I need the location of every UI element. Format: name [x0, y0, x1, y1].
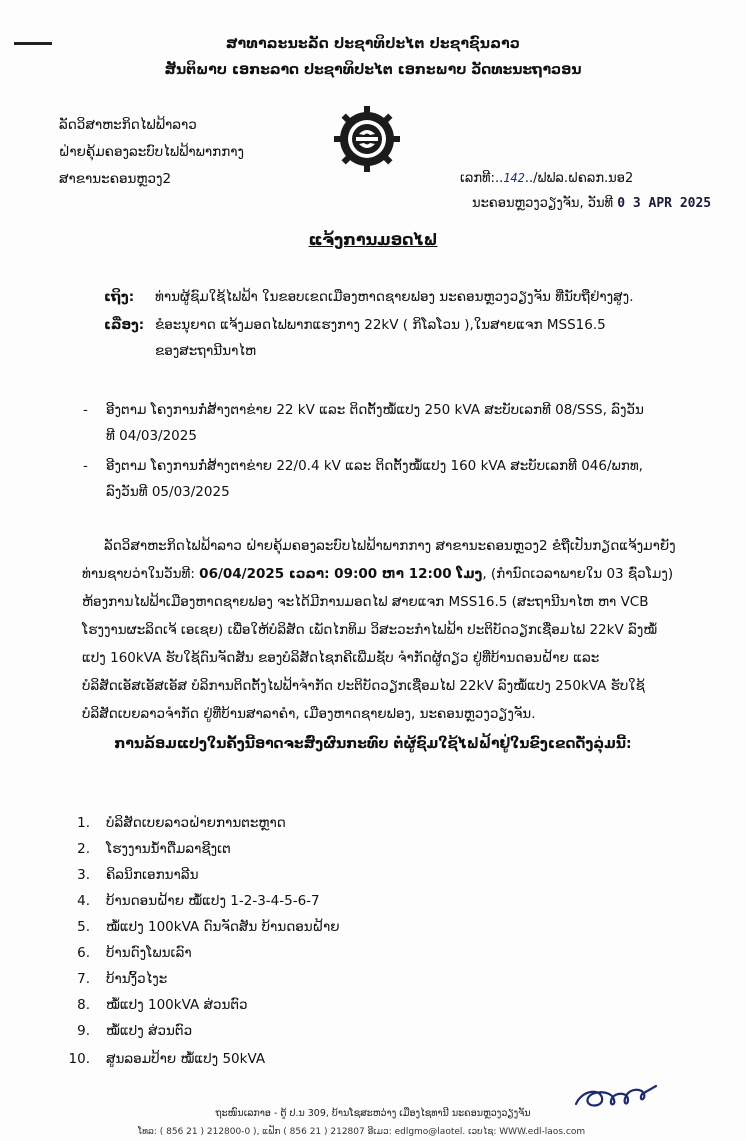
edl-gear-logo-icon: [332, 104, 402, 174]
national-heading-line1: ສາທາລະນະລັດ ປະຊາທິປະໄຕ ປະຊາຊົນລາວ: [225, 36, 521, 52]
list-item: ບ້ານດອນຝ້າຍ ໝໍ້ແປງ 1-2-3-4-5-6-7: [106, 893, 320, 909]
body-line4: ໂຮງງານຜະລິດເຈ້ ເອເຊຍ) ເພື່ອໃຫ້ບໍລິສັດ ເພັດໄກທິມ ວິສະວະກຳໄຟຟ້າ ປະຕິບັດວຽກເຊື່ອມໄຟ 22kV ລົງໝໍ້: [82, 622, 658, 638]
reference-item-1-line2: ທີ 04/03/2025: [106, 428, 197, 444]
list-item: ບໍລິສັດເບຍລາວຝ່າຍການຕະຫຼາດ: [106, 815, 286, 831]
body-line1: ລັດວິສາຫະກິດໄຟຟ້າລາວ ຝ່າຍຄຸ້ມຄອງລະບົບໄຟຟ້າພາກກາງ ສາຂານະຄອນຫຼວງ2 ຂໍຖືເປັນກຽດແຈ້ງມາຍັງ: [104, 538, 676, 554]
reference-item-1-line1: ອີງຕາມ ໂຄງການກໍ່ສ້າງຕາຂ່າຍ 22 kV ແລະ ຕິດຕັ້ງໝໍ້ແປງ 250 kVA ສະບັບເລກທີ 08/SSS, ລົງວັນ: [106, 402, 644, 418]
subject-label: ເລື່ອງ:: [104, 317, 145, 333]
list-item: ຄິລນິກເອກນາລີນ: [106, 867, 199, 883]
list-item-number: 8.: [77, 997, 90, 1013]
body-line2: ທ່ານຊາບວ່າໃນວັນທີ: 06/04/2025 ເວລາ: 09:00 ຫາ 12:00 ໂມງ, (ກຳນົດເວລາພາຍໃນ 03 ຊົ່ວໂມງ): [82, 566, 674, 582]
list-item-number: 7.: [77, 971, 90, 987]
date-stamp: 0 3 APR 2025: [617, 196, 712, 211]
org-line2: ຝ່າຍຄຸ້ມຄອງລະບົບໄຟຟ້າພາກກາງ: [59, 144, 245, 160]
reference-number: ເລກທີ:..142../ຟຟລ.ຝຄລກ.ນອ2: [460, 171, 634, 186]
affected-heading: ການລ້ອມແປງໃນຄັ້ງນີ້ອາດຈະສົ່ງຜົນກະທົບ ຕໍ່ຜູ້ຊົມໃຊ້ໄຟຟ້າຢູ່ໃນຂົງເຂດດັ່ງລຸ່ມນີ້:: [114, 736, 632, 752]
list-item-number: 1.: [77, 815, 90, 831]
list-item-number: 4.: [77, 893, 90, 909]
reference-item-2-line2: ລົງວັນທີ 05/03/2025: [106, 484, 230, 500]
place-label: ນະຄອນຫຼວງວຽງຈັນ, ວັນທີ: [472, 196, 614, 211]
bullet-dash-2: -: [83, 458, 88, 474]
reference-item-2-line1: ອີງຕາມ ໂຄງການກໍ່ສ້າງຕາຂ່າຍ 22/0.4 kV ແລະ ຕິດຕັ້ງໝໍ້ແປງ 160 kVA ສະບັບເລກທີ 046/ພກທ,: [106, 458, 643, 474]
list-item: ບ້ານດົງໂພນເລົາ: [106, 945, 192, 961]
to-text: ທ່ານຜູ້ຊົມໃຊ້ໄຟຟ້າ ໃນຂອບເຂດເມືອງຫາດຊາຍຟອງ ນະຄອນຫຼວງວຽງຈັນ ທີ່ນັບຖືຢ່າງສູງ.: [155, 289, 634, 305]
body-line6: ບໍລິສັດເອັສເອັສເອັສ ບໍລິການຕິດຕັ້ງໄຟຟ້າຈຳກັດ ປະຕິບັດວຽກເຊື່ອມໄຟ 22kV ລົງໝໍ້ແປງ 250kVA ຮັບໃຊ້: [82, 678, 645, 694]
reference-suffix: /ຟຟລ.ຝຄລກ.ນອ2: [533, 171, 634, 186]
document-title: ແຈ້ງການມອດໄຟ: [308, 230, 438, 249]
body-line3: ຫ້ອງການໄຟຟ້າເມືອງຫາດຊາຍຟອງ ຈະໄດ້ມີການມອດໄຟ ສາຍແຈກ MSS16.5 (ສະຖານີນາໄຫ ຫາ VCB: [82, 594, 649, 610]
to-label: ເຖິງ:: [104, 289, 135, 305]
bullet-dash-1: -: [83, 402, 88, 418]
org-line1: ລັດວິສາຫະກິດໄຟຟ້າລາວ: [59, 117, 197, 133]
reference-label: ເລກທີ:: [460, 171, 495, 186]
list-item-number: 3.: [77, 867, 90, 883]
place-date: [472, 196, 711, 211]
body-line5: ແປງ 160kVA ຮັບໃຊ້ດົນຈັດສັນ ຂອງບໍລິສັດໄຊກຄີເພີ່ມຊັບ ຈຳກັດຜູ້ດຽວ ຢູ່ທີ່ບ້ານດອນຝ້າຍ ແລະ: [82, 650, 600, 666]
subject-line1: ຂໍອະນຸຍາດ ແຈ້ງມອດໄຟພາກແຮງກາງ 22kV ( ກິໂລໂວນ ),ໃນສາຍແຈກ MSS16.5: [155, 317, 606, 333]
list-item: ສູນລອມປ້າຍ ໝໍ້ແປງ 50kVA: [106, 1051, 266, 1067]
outage-datetime: 06/04/2025 ເວລາ: 09:00 ຫາ 12:00 ໂມງ: [199, 566, 483, 582]
subject-line2: ຂອງສະຖານີນາໄຫ: [155, 343, 257, 359]
org-line3: ສາຂານະຄອນຫຼວງ2: [59, 171, 172, 187]
list-item: ໂຮງງານນ້ຳດື່ມລາຊີງເຕ: [106, 841, 231, 857]
national-heading-line2: ສັນຕິພາບ ເອກະລາດ ປະຊາທິປະໄຕ ເອກະພາບ ວັດທະນະຖາວອນ: [164, 62, 582, 78]
list-item-number: 9.: [77, 1023, 90, 1039]
list-item: ໝໍ້ແປງ ສ່ວນຕົວ: [106, 1023, 193, 1039]
body-line7: ບໍລິສັດເບຍລາວຈຳກັດ ຢູ່ທີ່ບ້ານສາລາຄຳ, ເມືອງຫາດຊາຍຟອງ, ນະຄອນຫຼວງວຽງຈັນ.: [82, 706, 536, 722]
list-item: ໝໍ້ແປງ 100kVA ດົນຈັດສັນ ບ້ານດອນຝ້າຍ: [106, 919, 340, 935]
list-item: ບ້ານງິ້ວໄງະ: [106, 971, 168, 987]
footer-contact: ໂທລ: ( 856 21 ) 212800-0 ), ແຟັກ ( 856 21 ) 212807 ອີເມວ: edlgmo@laotel. ເວບໄຊ: WWW.edl-laos.com: [138, 1127, 586, 1137]
list-item: ໝໍ້ແປງ 100kVA ສ່ວນຕົວ: [106, 997, 248, 1013]
list-item-number: 5.: [77, 919, 90, 935]
footer-address: ຖະໜົນເລກາອ - ຕູ້ ປ.ນ 309, ບ້ານໂຊສະຫວ່າງ ເມືອງໄຊທານີ ນະຄອນຫຼວງວຽງຈັນ: [215, 1108, 531, 1119]
reference-handwritten-number: 142: [503, 171, 525, 185]
list-item-number: 10.: [68, 1051, 90, 1067]
list-item-number: 2.: [77, 841, 90, 857]
list-item-number: 6.: [77, 945, 90, 961]
